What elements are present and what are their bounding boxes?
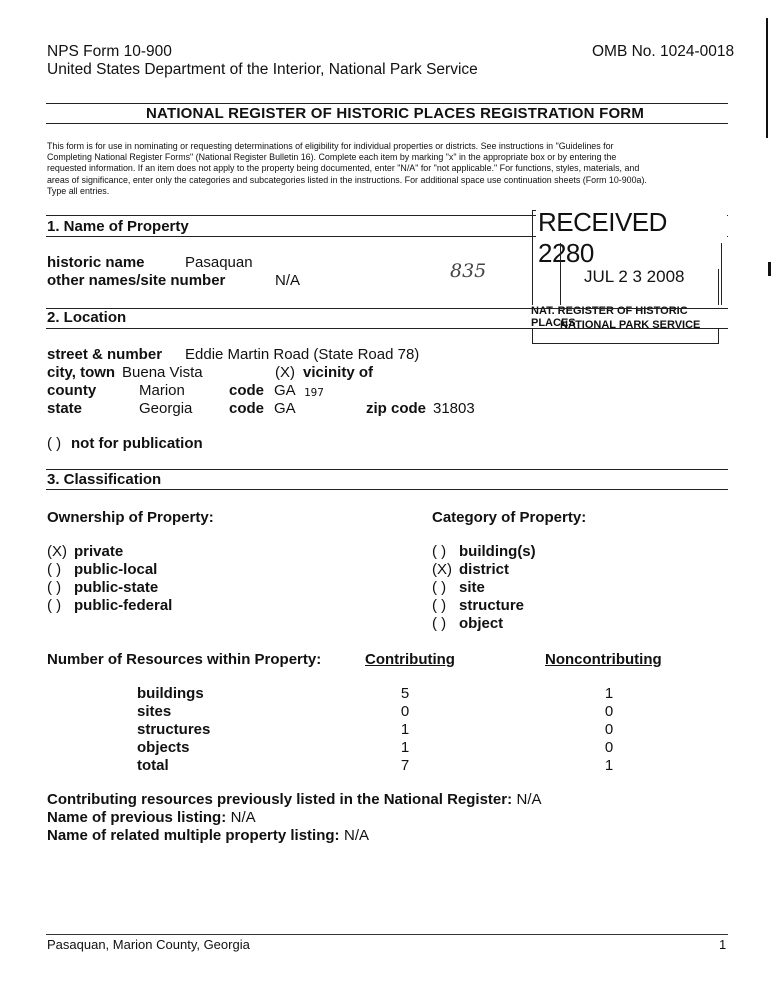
state-label: state [47,400,83,417]
section1-heading: 1. Name of Property [47,218,189,235]
rule-footer [46,934,728,935]
rule-section2-bottom [46,328,728,329]
related-mpl-label: Name of related multiple property listing: [47,827,340,844]
category-checkbox[interactable]: ( ) [432,579,447,596]
category-item: ( ) site [432,579,485,596]
resource-label: total [137,757,169,774]
category-checkbox[interactable]: ( ) [432,597,447,614]
omb-number: OMB No. 1024-0018 [592,43,735,60]
form-number: NPS Form 10-900 [47,43,172,60]
stamp-line2: NATIONAL PARK SERVICE [560,319,701,331]
related-mpl-row [47,827,369,845]
ownership-list [47,543,172,615]
contributing-count: 1 [400,739,410,756]
resource-label: structures [137,721,211,738]
noncontributing-heading: Noncontributing [545,651,662,668]
contributing-heading: Contributing [365,651,455,668]
vicinity-label: vicinity of [303,364,374,381]
noncontributing-count: 1 [604,685,614,702]
ownership-item: (X) private [47,543,124,560]
ownership-checkbox[interactable]: ( ) [47,597,62,614]
other-names-value: N/A [275,272,301,289]
category-item: ( ) structure [432,597,525,614]
city-label: city, town [47,364,116,381]
section2-heading: 2. Location [47,309,127,326]
county-value: Marion [139,382,185,399]
contributing-count: 0 [400,703,410,720]
rule-section3-top [46,469,728,470]
footer-property: Pasaquan, Marion County, Georgia [47,937,250,952]
state-code-value: GA [274,400,296,417]
rule-under-title [46,123,728,124]
state-value: Georgia [139,400,193,417]
ownership-item: ( ) public-local [47,561,158,578]
contributing-count: 1 [400,721,410,738]
historic-name-label: historic name [47,254,145,271]
stamp-date: JUL 2 3 2008 [584,267,685,286]
rule-section3-bottom [46,489,728,490]
previously-listed-value: N/A [516,791,542,808]
intro-text: This form is for use in nominating or requesting determinations of eligibility for individual properties or districts. See instructions in "Guidelines for Completing National Register Forms" (National Register Bulletin 16). Complete each item by marking "x" in the appropriate box or by entering the requested information. If an item does not apply to the property being documented, enter "N/A" for "not applicable." For functions, styles, materials, and areas of significance, enter only the categories and subcategories listed in the instructions. For additional space use continuation sheets (Form 10-900a). Type all entries. [47,141,647,196]
state-code-label: code [229,400,265,417]
resource-label: sites [137,703,172,720]
vicinity-mark: (X) [275,364,295,381]
rule-top [46,103,728,104]
form-title: NATIONAL REGISTER OF HISTORIC PLACES REGISTRATION FORM [146,105,645,122]
county-code-value: GA [274,382,296,399]
noncontributing-count: 0 [604,739,614,756]
noncontributing-count: 0 [604,721,614,738]
street-value: Eddie Martin Road (State Road 78) [185,346,420,363]
noncontributing-column [599,685,619,775]
county-label: county [47,382,97,399]
ownership-checkbox[interactable]: ( ) [47,579,62,596]
other-names-label: other names/site number [47,272,226,289]
scan-edge-mark [766,18,768,138]
category-heading: Category of Property: [432,509,587,526]
footer-page-number: 1 [719,937,727,952]
nfp-label: not for publication [71,435,203,452]
previous-listing-label: Name of previous listing: [47,809,227,826]
noncontributing-count: 0 [604,703,614,720]
stamp-line1: NAT. REGISTER OF HISTORIC PLACES [530,305,727,329]
city-value: Buena Vista [122,364,203,381]
previous-listing-row [47,809,256,827]
category-item: ( ) object [432,615,504,632]
noncontributing-count: 1 [604,757,614,774]
category-checkbox[interactable]: (X) [432,561,452,578]
resource-label: buildings [137,685,204,702]
previously-listed-row [47,791,542,809]
category-item: ( ) building(s) [432,543,536,560]
ownership-item: ( ) public-federal [47,597,173,614]
ownership-checkbox[interactable]: (X) [47,543,67,560]
county-code-label: code [229,382,265,399]
previous-listing-value: N/A [230,809,256,826]
zip-label: zip code [366,400,427,417]
ownership-item: ( ) public-state [47,579,159,596]
street-label: street & number [47,346,163,363]
nfp-checkbox[interactable]: ( ) [47,435,62,452]
scan-edge-mark [768,262,771,276]
department: United States Department of the Interior, National Park Service [47,61,478,78]
previously-listed-label: Contributing resources previously listed in the National Register: [47,791,513,808]
county-code-handwritten: 197 [304,386,324,399]
zip-value: 31803 [433,400,475,417]
category-item: (X) district [432,561,510,578]
resource-label: objects [137,739,190,756]
ownership-checkbox[interactable]: ( ) [47,561,62,578]
historic-name-value: Pasaquan [185,254,253,271]
ownership-heading: Ownership of Property: [47,509,214,526]
category-list [432,543,536,633]
stamp-received: RECEIVED 2280 [536,207,727,269]
related-mpl-value: N/A [344,827,370,844]
received-stamp [522,205,727,347]
category-checkbox[interactable]: ( ) [432,543,447,560]
contributing-count: 7 [400,757,410,774]
resources-labels [137,685,210,775]
contributing-count: 5 [400,685,410,702]
contributing-column [395,685,415,775]
rule-section2-top [46,308,728,309]
handwritten-number: 835 [450,260,487,282]
resources-heading: Number of Resources within Property: [47,651,322,668]
category-checkbox[interactable]: ( ) [432,615,447,632]
section3-heading: 3. Classification [47,471,162,488]
